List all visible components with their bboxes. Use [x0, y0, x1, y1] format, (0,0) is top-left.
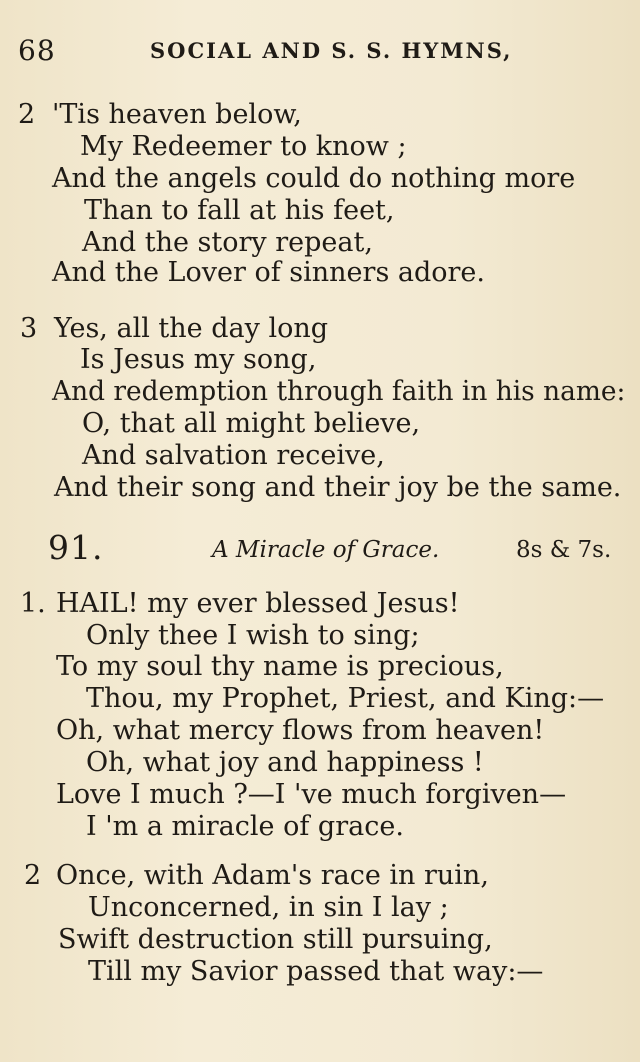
verse-line: And redemption through faith in his name:	[52, 376, 626, 407]
verse-line: My Redeemer to know ;	[80, 131, 407, 162]
hymn-number: 91.	[48, 528, 104, 567]
verse-line: Swift destruction still pursuing,	[58, 924, 493, 955]
verse-line: Love I much ?—I 've much forgiven—	[56, 779, 567, 810]
verse-line: Oh, what mercy flows from heaven!	[56, 715, 545, 746]
verse-line: And their song and their joy be the same.	[54, 472, 622, 503]
stanza-number: 2	[24, 860, 42, 891]
verse-line: Yes, all the day long	[54, 313, 329, 344]
page-header	[18, 34, 618, 67]
stanza-number: 2	[18, 99, 36, 130]
verse-line: Only thee I wish to sing;	[86, 620, 420, 651]
verse-line: To my soul thy name is precious,	[56, 651, 504, 682]
verse-line: Unconcerned, in sin I lay ;	[88, 892, 449, 923]
verse-line: Oh, what joy and happiness !	[86, 747, 484, 778]
verse-line: And the angels could do nothing more	[52, 163, 576, 194]
verse-line: And the story repeat,	[82, 227, 373, 258]
verse-line: And salvation receive,	[82, 440, 385, 471]
stanza-number: 3	[20, 313, 38, 344]
verse-line: HAIL! my ever blessed Jesus!	[56, 588, 460, 619]
verse-line: O, that all might believe,	[82, 408, 421, 439]
stanza-number: 1.	[20, 588, 46, 619]
page-number: 68	[18, 34, 56, 67]
verse-line: I 'm a miracle of grace.	[86, 811, 404, 842]
running-title: SOCIAL AND S. S. HYMNS,	[150, 38, 513, 63]
verse-line: Than to fall at his feet,	[84, 195, 395, 226]
verse-line: And the Lover of sinners adore.	[52, 257, 485, 288]
verse-line: Till my Savior passed that way:—	[88, 956, 544, 987]
hymn-meter: 8s & 7s.	[516, 537, 612, 563]
verse-line: 'Tis heaven below,	[52, 99, 302, 130]
verse-line: Is Jesus my song,	[80, 344, 317, 375]
verse-line: Thou, my Prophet, Priest, and King:—	[86, 683, 605, 714]
hymn-title: A Miracle of Grace.	[212, 537, 440, 563]
verse-line: Once, with Adam's race in ruin,	[56, 860, 489, 891]
